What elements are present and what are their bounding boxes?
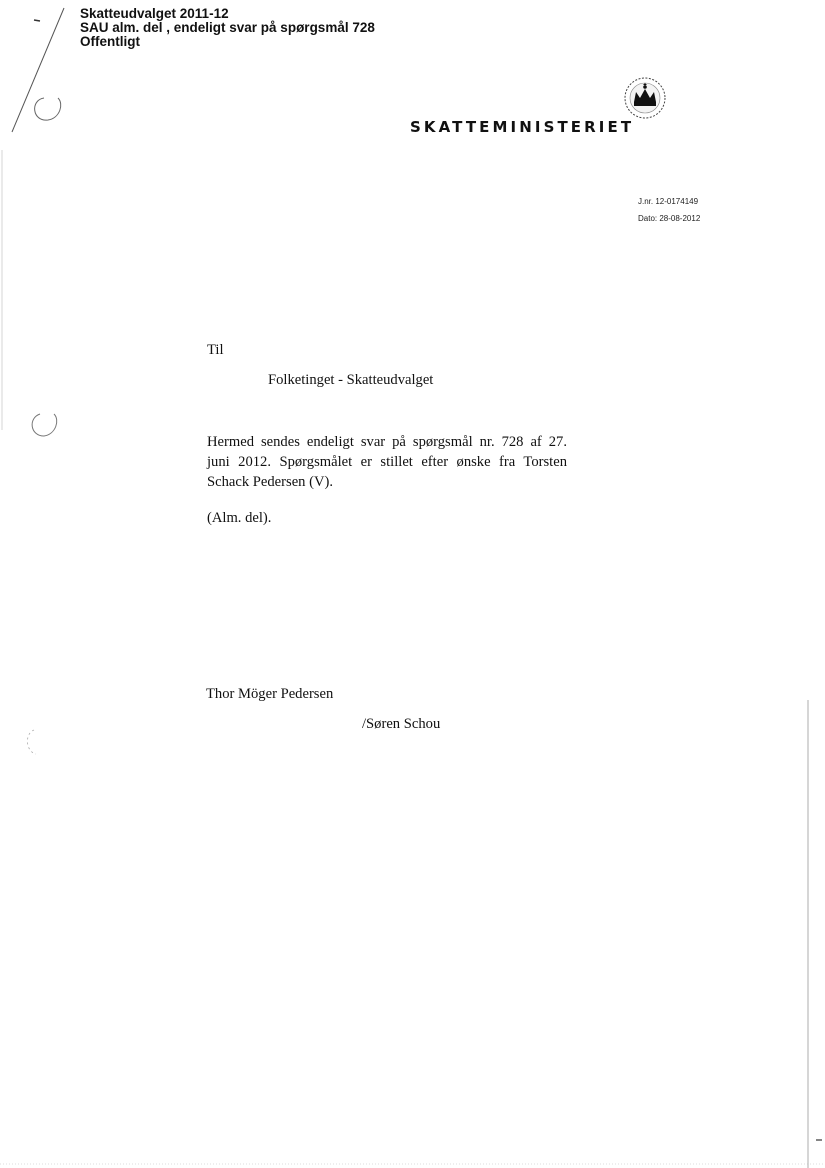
body-line: juni 2012. Spørgsmålet er stillet efter ønske fra Torsten xyxy=(207,454,567,470)
dash-mark xyxy=(34,20,40,21)
co-signer-name: /Søren Schou xyxy=(362,716,441,732)
header-status: Offentligt xyxy=(80,34,140,49)
note: (Alm. del). xyxy=(207,510,272,526)
document-meta xyxy=(638,193,700,227)
recipient: Folketinget - Skatteudvalget xyxy=(268,372,434,388)
ministry-name: SKATTEMINISTERIET xyxy=(410,118,635,136)
journal-number: J.nr. 12-0174149 xyxy=(638,197,699,206)
pen-stroke-mark xyxy=(12,8,64,132)
punch-hole-top xyxy=(35,98,61,120)
royal-crown-crest-icon xyxy=(622,76,668,120)
body-line: Schack Pedersen (V). xyxy=(207,474,334,490)
header-subject: SAU alm. del , endeligt svar på spørgsmål 728 xyxy=(80,20,375,35)
signer-name: Thor Möger Pedersen xyxy=(206,686,334,702)
document-date: Dato: 28-08-2012 xyxy=(638,214,701,223)
salutation: Til xyxy=(207,342,224,358)
letter-body xyxy=(207,432,567,492)
punch-hole-bottom xyxy=(27,730,36,754)
body-line: Hermed sendes endeligt svar på spørgsmål nr. 728 af 27. xyxy=(207,434,567,450)
document-header xyxy=(80,7,375,49)
header-committee: Skatteudvalget 2011-12 xyxy=(80,6,229,21)
punch-hole-middle xyxy=(32,414,57,436)
